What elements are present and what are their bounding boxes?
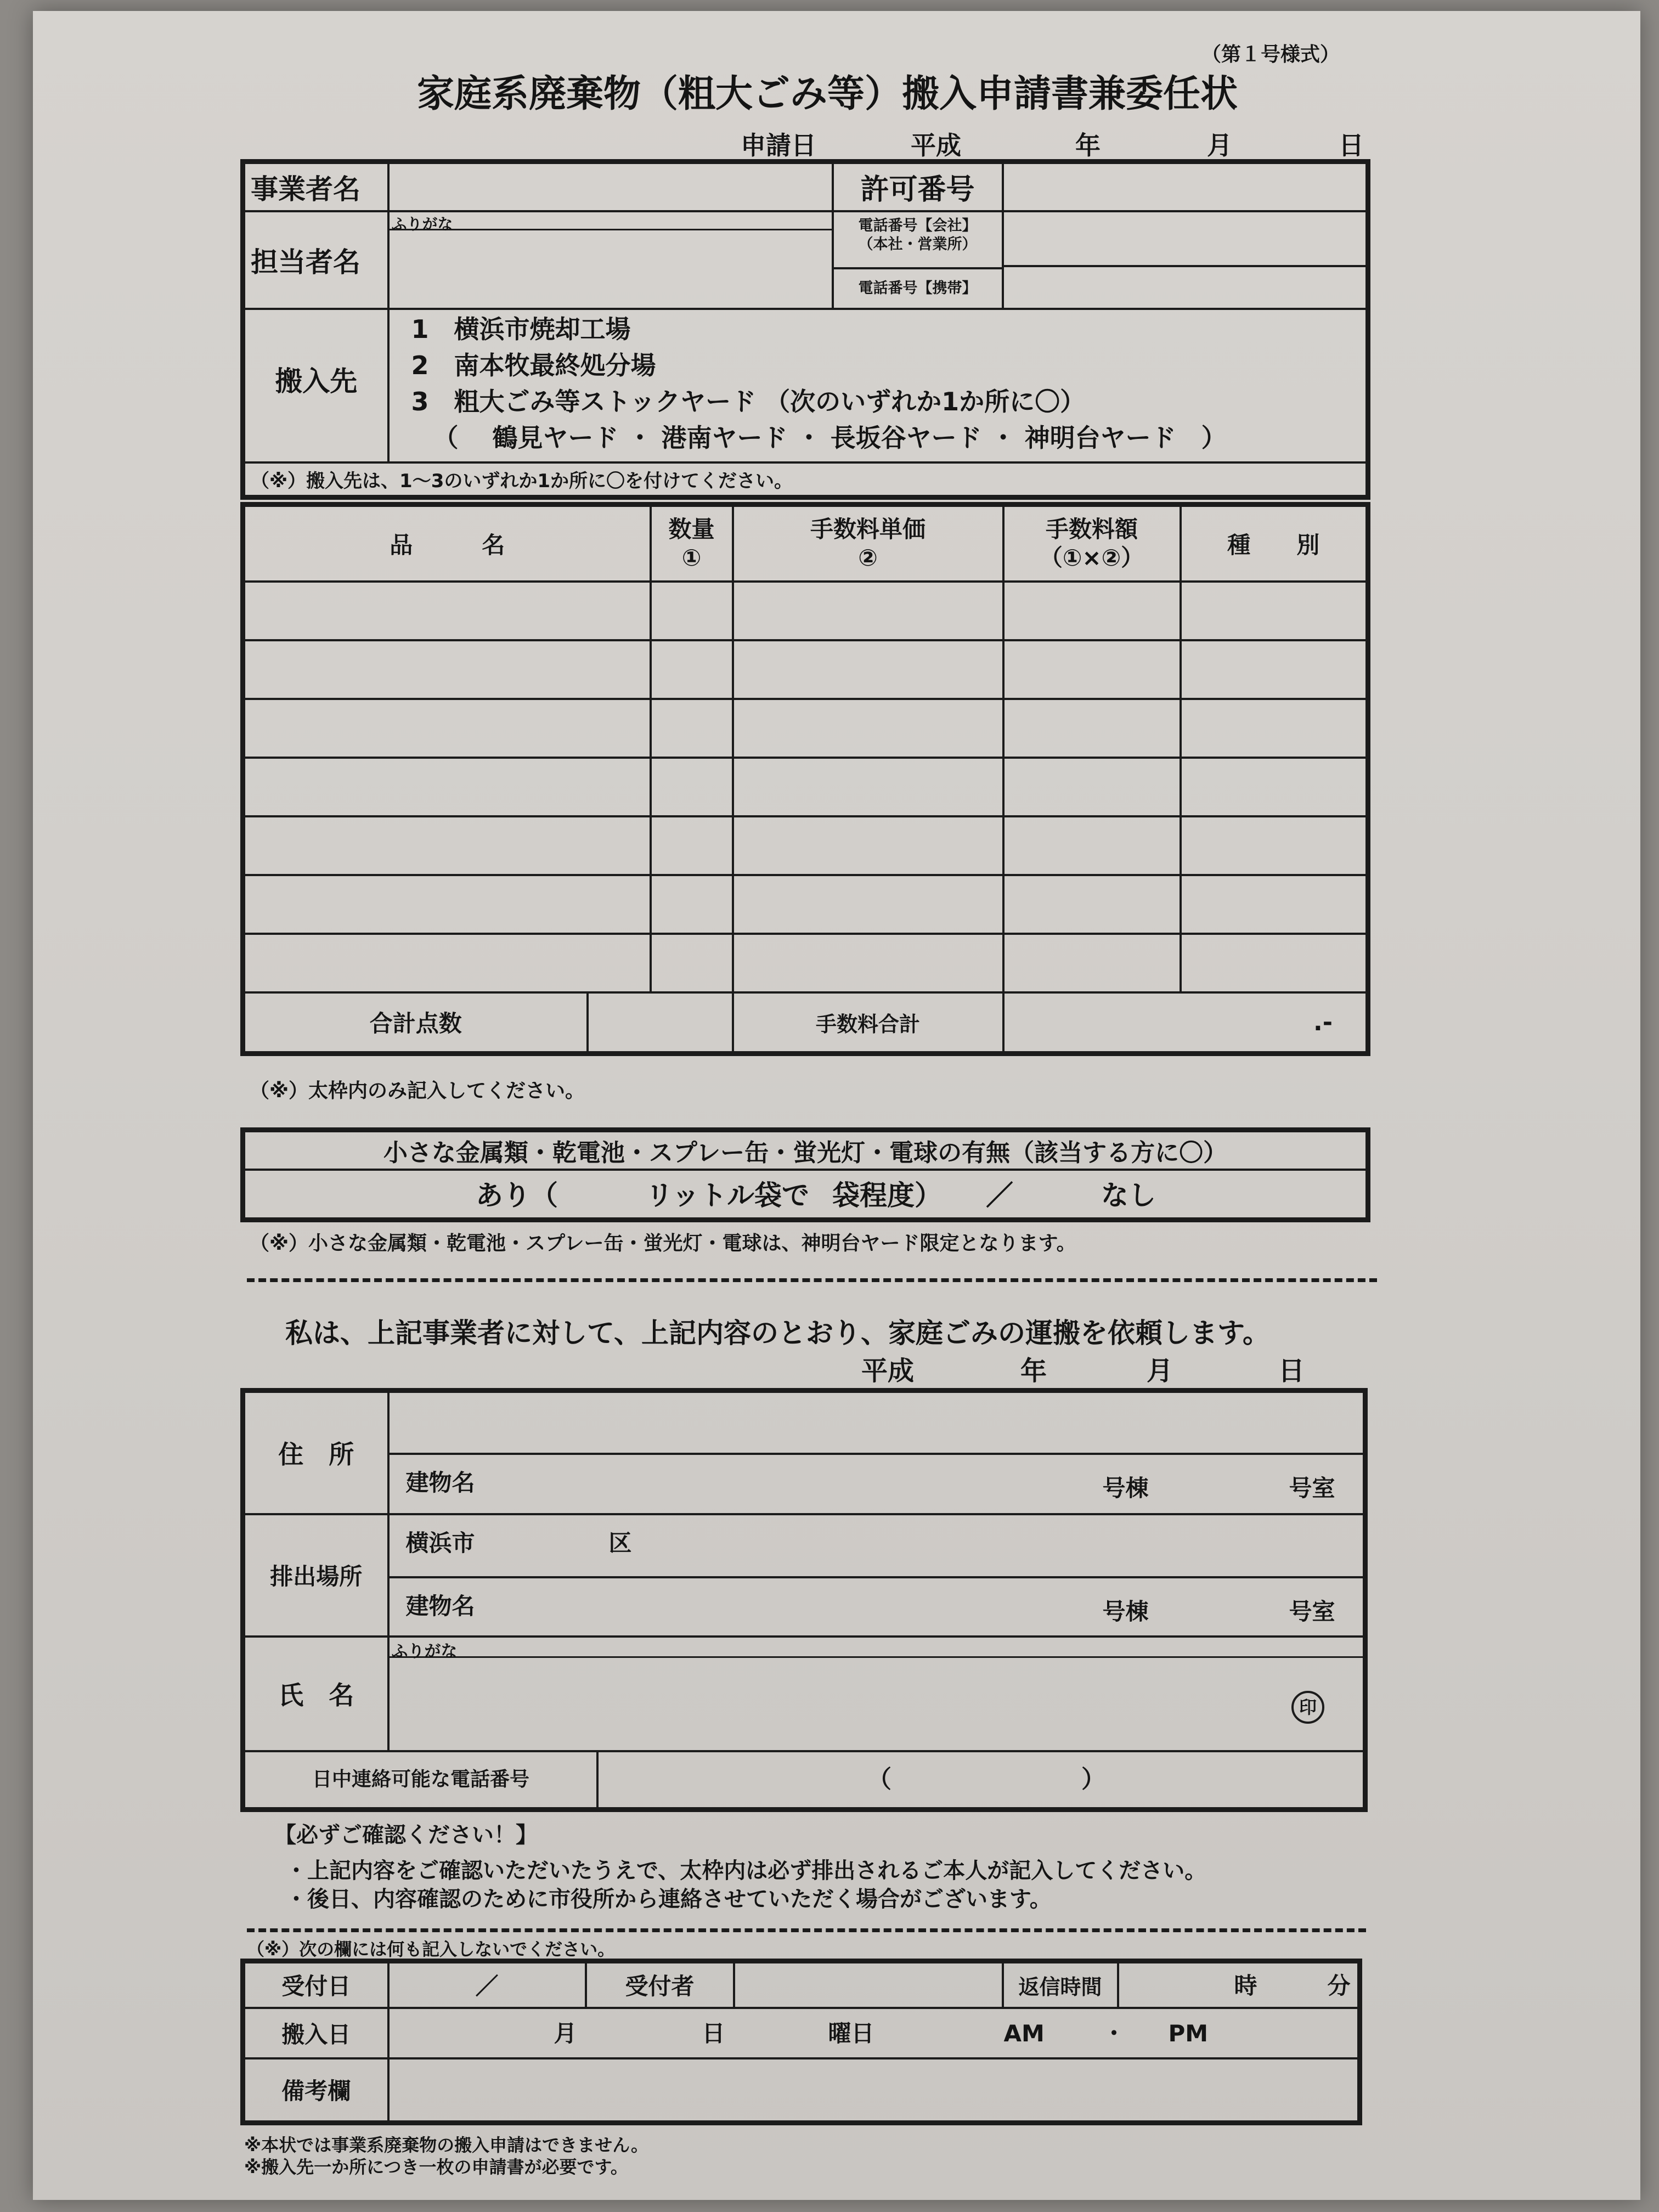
total-count-input[interactable] <box>588 992 733 1054</box>
item-unit-input[interactable] <box>733 582 1003 640</box>
total-fee-label: 手数料合計 <box>733 992 1003 1054</box>
confirm-line-1: ・上記内容をご確認いただいたうえで、太枠内は必ず排出されるご本人が記入してください。 <box>285 1858 1207 1883</box>
phone-paren-open: （ <box>867 1765 891 1793</box>
footnote-1: ※本状では事業系廃棄物の搬入申請はできません。 <box>244 2135 649 2155</box>
item-name-input[interactable] <box>243 699 651 758</box>
reply-time-input[interactable] <box>1118 1961 1360 2008</box>
header-item-name: 品 名 <box>243 505 651 582</box>
phone-inputs <box>1003 211 1368 309</box>
client-table <box>240 1388 1368 1812</box>
apply-date-era: 平成 <box>911 131 961 160</box>
total-fee-input[interactable] <box>1003 992 1368 1054</box>
item-qty-input[interactable] <box>651 699 733 758</box>
receiver-input[interactable] <box>734 1961 1003 2008</box>
header-unit-sub: ② <box>858 544 878 571</box>
item-fee-input[interactable] <box>1003 582 1181 640</box>
remarks-label: 備考欄 <box>243 2058 388 2123</box>
destination-yards[interactable]: （ 鶴見ヤード ・ 港南ヤード ・ 長坂谷ヤード ・ 神明台ヤード ） <box>433 422 1227 453</box>
item-qty-input[interactable] <box>651 582 733 640</box>
received-input[interactable] <box>388 1961 586 2008</box>
permit-no-input[interactable] <box>1003 162 1368 211</box>
item-kind-input[interactable] <box>1181 816 1368 875</box>
destination-option-3[interactable]: 3 粗大ごみ等ストックヤード （次のいずれか1か所に〇） <box>411 386 1086 416</box>
item-row <box>243 934 1368 992</box>
address-input[interactable] <box>388 1391 1365 1454</box>
phone-company-label: 電話番号【会社】 <box>858 217 977 234</box>
phone-mobile-label: 電話番号【携帯】 <box>858 279 977 297</box>
item-qty-input[interactable] <box>651 875 733 934</box>
pickup-city-cell[interactable] <box>388 1514 1365 1577</box>
header-fee-sub: （①×②） <box>1039 544 1144 571</box>
item-kind-input[interactable] <box>1181 758 1368 816</box>
phone-mobile-input[interactable] <box>1004 267 1366 308</box>
item-kind-input[interactable] <box>1181 934 1368 992</box>
item-name-input[interactable] <box>243 875 651 934</box>
form-number: （第１号様式） <box>1201 43 1340 66</box>
item-unit-input[interactable] <box>733 699 1003 758</box>
destination-option-2[interactable]: 2 南本牧最終処分場 <box>411 350 656 380</box>
item-qty-input[interactable] <box>651 640 733 699</box>
delivery-label: 搬入日 <box>243 2008 388 2058</box>
item-fee-input[interactable] <box>1003 699 1181 758</box>
header-qty-sub: ① <box>681 544 702 571</box>
hazard-table <box>240 1127 1370 1222</box>
hazard-title: 小さな金属類・乾電池・スプレー缶・蛍光灯・電球の有無（該当する方に〇） <box>243 1130 1368 1170</box>
received-slash: ／ <box>475 1973 499 2000</box>
address-label: 住 所 <box>243 1391 388 1514</box>
seal-mark: 印 <box>1291 1691 1324 1724</box>
contact-name-input[interactable] <box>390 230 832 307</box>
confirm-title: 【必ずご確認ください！】 <box>274 1822 538 1848</box>
footnote-2: ※搬入先一か所につき一枚の申請書が必要です。 <box>244 2157 628 2177</box>
delegation-statement: 私は、上記事業者に対して、上記内容のとおり、家庭ごみの運搬を依頼します。 <box>285 1317 1270 1349</box>
item-unit-input[interactable] <box>733 640 1003 699</box>
items-note: （※）太枠内のみ記入してください。 <box>250 1080 585 1102</box>
item-row <box>243 640 1368 699</box>
item-kind-input[interactable] <box>1181 875 1368 934</box>
item-fee-input[interactable] <box>1003 816 1181 875</box>
applicant-table <box>240 159 1370 500</box>
destination-label: 搬入先 <box>243 309 388 462</box>
phone-company-input[interactable] <box>1004 212 1366 267</box>
item-fee-input[interactable] <box>1003 758 1181 816</box>
hazard-no[interactable]: なし <box>1101 1179 1156 1211</box>
item-qty-input[interactable] <box>651 758 733 816</box>
header-fee <box>1003 505 1181 582</box>
receiver-label: 受付者 <box>586 1961 734 2008</box>
pickup-city-label: 横浜市 <box>405 1529 475 1556</box>
item-fee-input[interactable] <box>1003 875 1181 934</box>
apply-date-year: 年 <box>1075 131 1101 160</box>
delivery-month: 月 <box>554 2019 577 2047</box>
item-kind-input[interactable] <box>1181 699 1368 758</box>
destination-options <box>388 309 1368 462</box>
delegation-month: 月 <box>1147 1356 1173 1386</box>
item-unit-input[interactable] <box>733 934 1003 992</box>
address-room-no-label: 号室 <box>1289 1474 1335 1502</box>
reply-hour: 時 <box>1234 1972 1257 1999</box>
item-kind-input[interactable] <box>1181 582 1368 640</box>
hazard-answer-row <box>243 1170 1368 1220</box>
delegation-day: 日 <box>1278 1356 1305 1386</box>
delivery-dot: ・ <box>1102 2019 1126 2047</box>
destination-option-1[interactable]: 1 横浜市焼却工場 <box>411 314 631 344</box>
item-row <box>243 758 1368 816</box>
office-note: （※）次の欄には何も記入しないでください。 <box>247 1939 616 1960</box>
item-name-input[interactable] <box>243 816 651 875</box>
form-title: 家庭系廃棄物（粗大ごみ等）搬入申請書兼委任状 <box>417 72 1238 116</box>
address-building-cell[interactable] <box>388 1454 1365 1514</box>
business-name-input[interactable] <box>388 162 833 211</box>
hazard-amount: 袋程度） <box>832 1179 942 1211</box>
received-label: 受付日 <box>243 1961 388 2008</box>
item-kind-input[interactable] <box>1181 640 1368 699</box>
pickup-label: 排出場所 <box>243 1514 388 1637</box>
header-unit-label: 手数料単価 <box>810 515 926 543</box>
cut-line-1 <box>247 1278 1377 1282</box>
reply-time-label: 返信時間 <box>1003 1961 1118 2008</box>
address-building-label: 建物名 <box>405 1469 475 1496</box>
address-building-no-label: 号棟 <box>1102 1474 1149 1502</box>
item-unit-input[interactable] <box>733 816 1003 875</box>
pickup-room-no-label: 号室 <box>1289 1598 1335 1625</box>
header-fee-label: 手数料額 <box>1046 515 1138 543</box>
hazard-note: （※）小さな金属類・乾電池・スプレー缶・蛍光灯・電球は、神明台ヤード限定となります。 <box>250 1232 1076 1255</box>
delegation-year: 年 <box>1020 1356 1047 1386</box>
delivery-day: 日 <box>702 2019 725 2047</box>
items-table <box>240 502 1370 1056</box>
pickup-building-cell[interactable] <box>388 1577 1365 1637</box>
client-name-label: 氏 名 <box>243 1637 388 1751</box>
confirm-line-2: ・後日、内容確認のために市役所から連絡させていただく場合がございます。 <box>285 1887 1052 1912</box>
apply-date-day: 日 <box>1339 131 1364 160</box>
total-count-label: 合計点数 <box>243 992 588 1054</box>
business-name-label: 事業者名 <box>243 162 388 211</box>
item-name-input[interactable] <box>243 758 651 816</box>
hazard-separator: ／ <box>986 1179 1013 1211</box>
total-fee-suffix: .- <box>1313 1008 1333 1036</box>
destination-note: （※）搬入先は、1～3のいずれか1か所に〇を付けてください。 <box>243 462 1368 498</box>
hazard-yes[interactable]: あり（ <box>476 1179 558 1211</box>
pickup-ward-label: 区 <box>608 1529 632 1556</box>
daytime-phone-row <box>243 1751 1365 1810</box>
header-kind: 種 別 <box>1181 505 1368 582</box>
permit-no-label: 許可番号 <box>833 162 1003 211</box>
item-qty-input[interactable] <box>651 816 733 875</box>
delivery-am[interactable]: AM <box>1003 2019 1045 2047</box>
client-furigana[interactable]: ふりがな <box>390 1638 1363 1658</box>
reply-minute: 分 <box>1327 1972 1351 1999</box>
item-unit-input[interactable] <box>733 875 1003 934</box>
contact-name-label: 担当者名 <box>243 211 388 309</box>
header-unit-price <box>733 505 1003 582</box>
remarks-input[interactable] <box>388 2058 1360 2123</box>
item-row <box>243 875 1368 934</box>
item-qty-input[interactable] <box>651 934 733 992</box>
pickup-building-label: 建物名 <box>405 1592 475 1620</box>
delivery-weekday: 曜日 <box>828 2019 874 2047</box>
item-name-input[interactable] <box>243 640 651 699</box>
item-name-input[interactable] <box>243 934 651 992</box>
delegation-era: 平成 <box>861 1356 915 1386</box>
office-table <box>240 1959 1362 2125</box>
item-name-input[interactable] <box>243 582 651 640</box>
client-name-cell <box>388 1637 1365 1751</box>
apply-date-label: 申請日 <box>741 131 816 160</box>
cut-line-2 <box>247 1928 1366 1932</box>
pickup-building-no-label: 号棟 <box>1102 1598 1149 1625</box>
item-row <box>243 816 1368 875</box>
delivery-input[interactable] <box>388 2008 1360 2058</box>
contact-furigana[interactable]: ふりがな <box>390 212 832 230</box>
item-row <box>243 699 1368 758</box>
client-name-input[interactable] <box>390 1658 1363 1750</box>
paper-sheet <box>33 11 1640 2200</box>
header-qty <box>651 505 733 582</box>
phone-company-sub-label: （本社・営業所） <box>858 235 977 253</box>
daytime-phone-label: 日中連絡可能な電話番号 <box>245 1752 599 1807</box>
delivery-pm[interactable]: PM <box>1168 2019 1209 2047</box>
item-fee-input[interactable] <box>1003 934 1181 992</box>
item-fee-input[interactable] <box>1003 640 1181 699</box>
item-unit-input[interactable] <box>733 758 1003 816</box>
phone-labels <box>833 211 1003 309</box>
header-qty-label: 数量 <box>668 515 715 543</box>
item-row <box>243 582 1368 640</box>
daytime-phone-input[interactable] <box>599 1752 1363 1807</box>
apply-date-month: 月 <box>1207 131 1232 160</box>
phone-paren-close: ） <box>1081 1765 1105 1793</box>
hazard-liter: リットル袋で <box>646 1179 809 1211</box>
contact-name-cell <box>388 211 833 309</box>
